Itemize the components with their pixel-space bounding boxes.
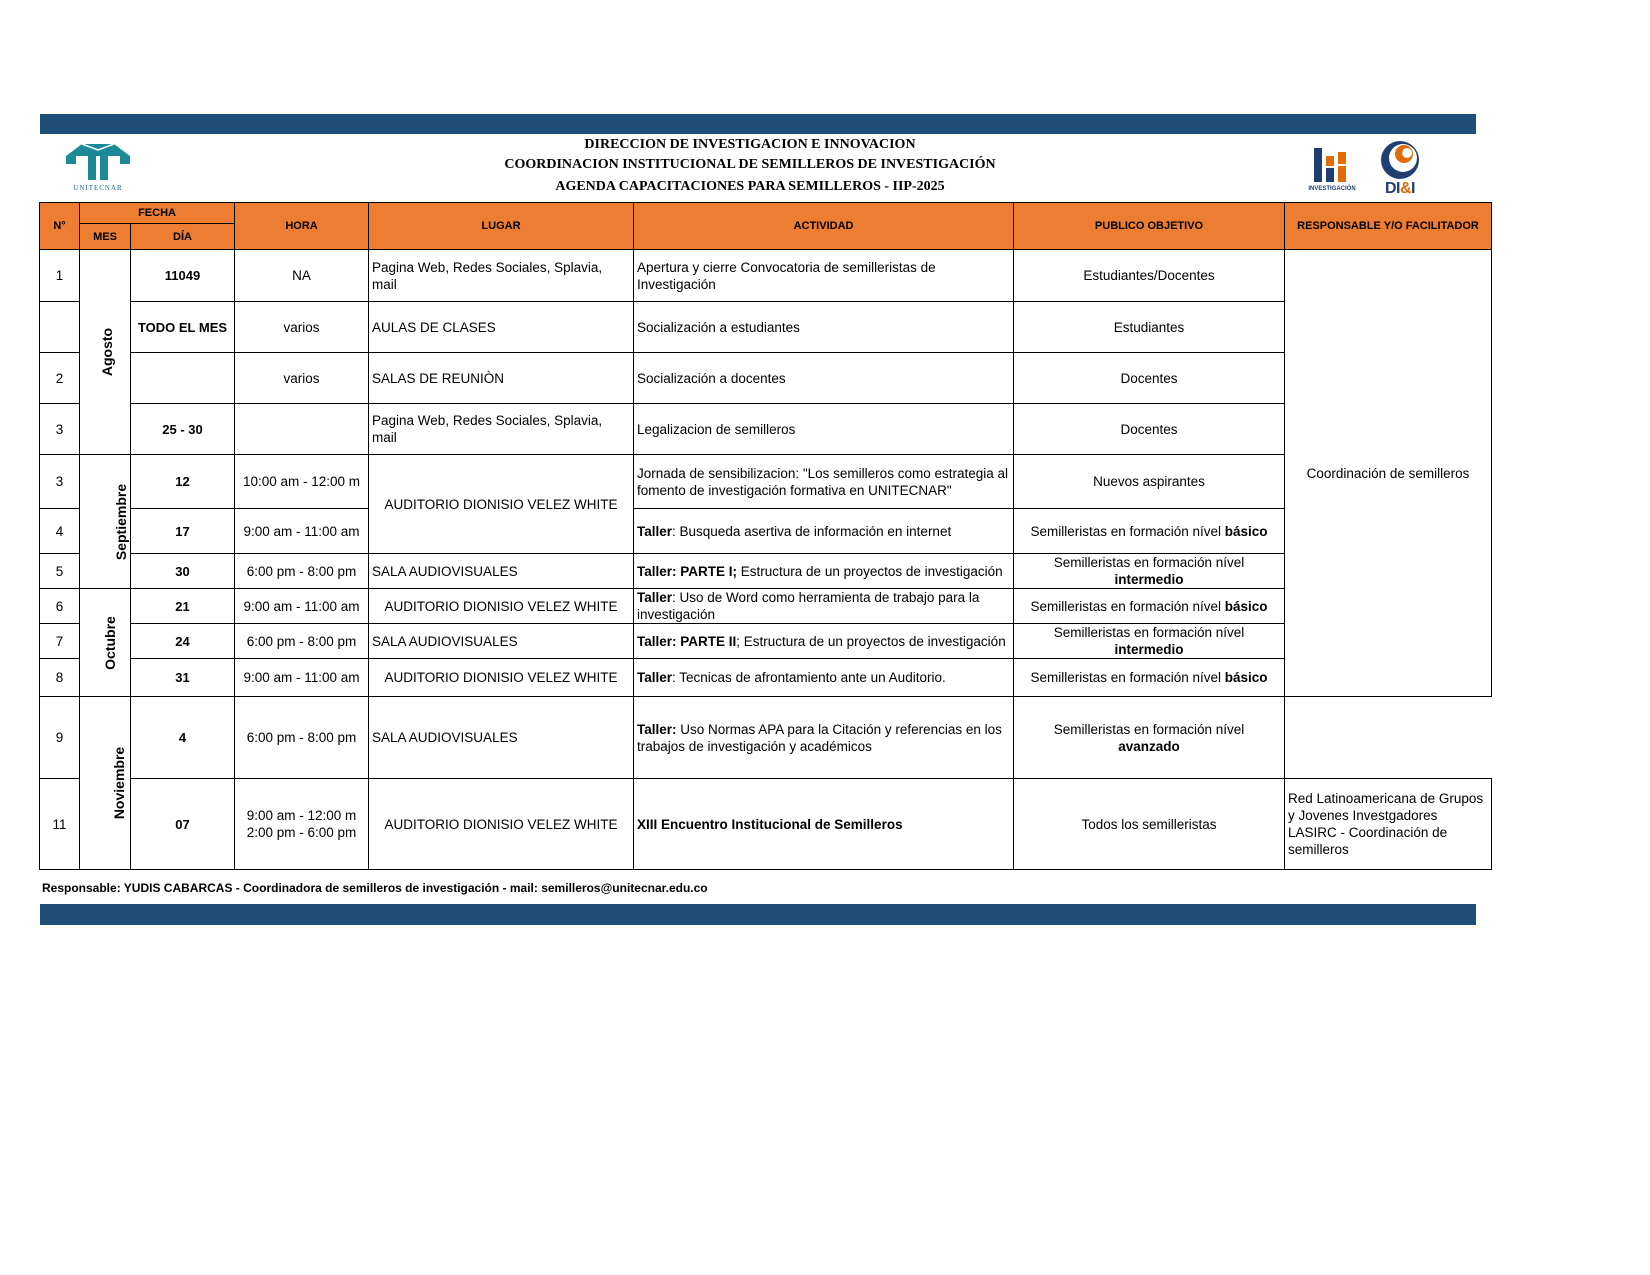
cell-lugar: Pagina Web, Redes Sociales, Splavia, mail xyxy=(369,250,634,302)
activity-text: Estructura de un proyectos de investigación xyxy=(737,563,1003,579)
cell-hora: 9:00 am - 11:00 am xyxy=(235,659,369,697)
activity-text: Uso Normas APA para la Citación y referencias en los trabajos de investigación y académicos xyxy=(637,721,1002,754)
cell-lugar: SALA AUDIOVISUALES xyxy=(369,554,634,589)
month-label: Agosto xyxy=(99,327,116,377)
cell-actividad xyxy=(634,779,1014,870)
header-actividad: ACTIVIDAD xyxy=(634,203,1014,250)
cell-publico xyxy=(1014,509,1285,554)
cell-publico: Estudiantes xyxy=(1014,302,1285,353)
cell-publico: Nuevos aspirantes xyxy=(1014,455,1285,509)
table-row xyxy=(40,659,1492,697)
header-fecha: FECHA xyxy=(80,203,235,224)
activity-bold: Taller: PARTE I; xyxy=(637,563,738,579)
cell-dia: 07 xyxy=(131,779,235,870)
publico-level: básico xyxy=(1224,670,1268,685)
month-label: Octubre xyxy=(101,615,118,670)
cell-hora: 9:00 am - 11:00 am xyxy=(235,509,369,554)
cell-dia: TODO EL MES xyxy=(131,302,235,353)
unitecnar-wordmark: UNITECNAR xyxy=(73,184,123,192)
cell-publico xyxy=(1014,659,1285,697)
activity-bold: Taller: PARTE II xyxy=(637,633,737,649)
activity-bold: Taller xyxy=(637,523,673,539)
cell-publico xyxy=(1014,624,1285,659)
month-label: Septiembre xyxy=(113,483,130,560)
month-noviembre xyxy=(80,697,131,870)
cell-n: 1 xyxy=(40,250,80,302)
grupo-investigacion-caption: INVESTIGACIÓN xyxy=(1308,186,1356,192)
cell-n: 6 xyxy=(40,589,80,624)
table-row xyxy=(40,554,1492,589)
cell-lugar: SALA AUDIOVISUALES xyxy=(369,624,634,659)
header-lugar: LUGAR xyxy=(369,203,634,250)
cell-publico xyxy=(1014,554,1285,589)
cell-n: 9 xyxy=(40,697,80,779)
table-row xyxy=(40,404,1492,455)
grupo-investigacion-icon xyxy=(1304,144,1360,186)
cell-publico: Todos los semilleristas xyxy=(1014,779,1285,870)
cell-publico: Docentes xyxy=(1014,353,1285,404)
header-dia: DÍA xyxy=(131,224,235,250)
activity-text: : Busqueda asertiva de información en internet xyxy=(672,523,952,539)
cell-dia: 11049 xyxy=(131,250,235,302)
cell-actividad xyxy=(634,455,1014,509)
cell-n xyxy=(40,302,80,353)
cell-n: 5 xyxy=(40,554,80,589)
activity-bold: Taller xyxy=(637,670,673,685)
publico-text: Semilleristas en formación nível xyxy=(1030,523,1225,539)
cell-actividad xyxy=(634,624,1014,659)
cell-actividad xyxy=(634,589,1014,624)
cell-actividad xyxy=(634,554,1014,589)
dii-wordmark-di: DI xyxy=(1384,180,1400,197)
dii-wordmark-amp: & xyxy=(1399,180,1412,197)
publico-level: intermedio xyxy=(1114,642,1184,657)
cell-publico xyxy=(1014,697,1285,779)
cell-actividad xyxy=(634,250,1014,302)
publico-level: básico xyxy=(1224,523,1268,539)
cell-actividad xyxy=(634,659,1014,697)
table-row xyxy=(40,509,1492,554)
cell-hora: NA xyxy=(235,250,369,302)
cell-dia: 12 xyxy=(131,455,235,509)
cell-actividad xyxy=(634,697,1014,779)
table-row xyxy=(40,589,1492,624)
table-row xyxy=(40,302,1492,353)
activity-text: : Tecnicas de afrontamiento ante un Auditorio. xyxy=(672,670,946,685)
dii-wordmark xyxy=(1372,180,1428,198)
cell-dia: 30 xyxy=(131,554,235,589)
month-septiembre xyxy=(80,455,131,589)
cell-lugar: AUDITORIO DIONISIO VELEZ WHITE xyxy=(369,779,634,870)
activity-bold: Taller: xyxy=(637,721,677,737)
cell-n: 3 xyxy=(40,404,80,455)
cell-dia: 17 xyxy=(131,509,235,554)
cell-lugar: Pagina Web, Redes Sociales, Splavia, mail xyxy=(369,404,634,455)
hora-line-2: 2:00 pm - 6:00 pm xyxy=(246,825,357,840)
cell-hora: 6:00 pm - 8:00 pm xyxy=(235,697,369,779)
cell-dia: 24 xyxy=(131,624,235,659)
activity-text: Jornada de sensibilizacion: "Los semilleros como estrategia al fomento de investigación formativa en UNITECNAR" xyxy=(637,465,1008,498)
activity-bold: XIII Encuentro Institucional de Semilleros xyxy=(637,816,903,832)
cell-dia: 25 - 30 xyxy=(131,404,235,455)
table-row xyxy=(40,250,1492,302)
cell-hora: 9:00 am - 11:00 am xyxy=(235,589,369,624)
cell-hora xyxy=(235,779,369,870)
cell-hora: 10:00 am - 12:00 m xyxy=(235,455,369,509)
agenda-table xyxy=(39,202,1492,870)
month-agosto xyxy=(80,250,131,455)
table-row xyxy=(40,624,1492,659)
cell-lugar: AUDITORIO DIONISIO VELEZ WHITE xyxy=(369,589,634,624)
cell-n: 3 xyxy=(40,455,80,509)
hora-line-1: 9:00 am - 12:00 m xyxy=(246,808,357,823)
header-line-3: AGENDA CAPACITACIONES PARA SEMILLEROS - IIP-2025 xyxy=(555,179,945,194)
header-hora: HORA xyxy=(235,203,369,250)
table-row xyxy=(40,353,1492,404)
cell-hora xyxy=(235,404,369,455)
cell-lugar: AUDITORIO DIONISIO VELEZ WHITE xyxy=(369,455,634,554)
header-line-2: COORDINACION INSTITUCIONAL DE SEMILLEROS DE INVESTIGACIÓN xyxy=(504,157,996,172)
activity-text: Apertura y cierre Convocatoria de semilleristas de Investigación xyxy=(637,259,936,292)
month-octubre xyxy=(80,589,131,697)
cell-n: 7 xyxy=(40,624,80,659)
cell-hora: 6:00 pm - 8:00 pm xyxy=(235,624,369,659)
table-row xyxy=(40,697,1492,779)
dii-logo xyxy=(1372,140,1428,196)
responsable-footnote: Responsable: YUDIS CABARCAS - Coordinadora de semilleros de investigación - mail: semilleros@unitecnar.edu.co xyxy=(42,881,708,895)
cell-n: 2 xyxy=(40,353,80,404)
cell-actividad xyxy=(634,509,1014,554)
cell-dia xyxy=(131,353,235,404)
cell-dia: 21 xyxy=(131,589,235,624)
publico-level: avanzado xyxy=(1118,738,1180,754)
dii-wordmark-i: I xyxy=(1411,180,1415,197)
month-label: Noviembre xyxy=(111,746,128,820)
activity-text: Socialización a estudiantes xyxy=(637,319,800,335)
activity-text: Socialización a docentes xyxy=(637,370,786,386)
dii-swirl-icon xyxy=(1372,140,1428,182)
cell-publico: Docentes xyxy=(1014,404,1285,455)
header-n: N° xyxy=(40,203,80,250)
cell-dia: 4 xyxy=(131,697,235,779)
publico-level: básico xyxy=(1224,598,1268,614)
cell-responsable-main: Coordinación de semilleros xyxy=(1285,250,1492,697)
header-publico: PUBLICO OBJETIVO xyxy=(1014,203,1285,250)
cell-actividad xyxy=(634,404,1014,455)
cell-actividad xyxy=(634,353,1014,404)
cell-publico xyxy=(1014,589,1285,624)
cell-lugar: AULAS DE CLASES xyxy=(369,302,634,353)
bottom-banner-bar xyxy=(40,904,1476,925)
table-row xyxy=(40,455,1492,509)
header-responsable: RESPONSABLE Y/O FACILITADOR xyxy=(1285,203,1492,250)
unitecnar-logo-icon xyxy=(62,140,134,184)
top-banner-bar xyxy=(40,114,1476,134)
document-header xyxy=(300,135,1200,197)
publico-text: Semilleristas en formación nível xyxy=(1053,625,1245,640)
unitecnar-logo xyxy=(62,140,134,192)
header-line-1: DIRECCION DE INVESTIGACION E INNOVACION xyxy=(584,137,916,152)
cell-actividad xyxy=(634,302,1014,353)
table-row xyxy=(40,779,1492,870)
header-mes: MES xyxy=(80,224,131,250)
publico-text: Semilleristas en formación nível xyxy=(1053,555,1245,570)
cell-dia: 31 xyxy=(131,659,235,697)
cell-lugar: SALA AUDIOVISUALES xyxy=(369,697,634,779)
publico-level: intermedio xyxy=(1114,572,1184,587)
cell-lugar: SALAS DE REUNIÒN xyxy=(369,353,634,404)
publico-text: Semilleristas en formación nível xyxy=(1030,670,1225,685)
cell-n: 11 xyxy=(40,779,80,870)
cell-publico: Estudiantes/Docentes xyxy=(1014,250,1285,302)
cell-n: 4 xyxy=(40,509,80,554)
cell-hora: varios xyxy=(235,353,369,404)
activity-bold: Taller xyxy=(637,590,673,605)
cell-hora: 6:00 pm - 8:00 pm xyxy=(235,554,369,589)
cell-lugar: AUDITORIO DIONISIO VELEZ WHITE xyxy=(369,659,634,697)
activity-text: Legalizacion de semilleros xyxy=(637,421,796,437)
grupo-investigacion-logo xyxy=(1304,144,1360,196)
cell-hora: varios xyxy=(235,302,369,353)
activity-text: : Uso de Word como herramienta de trabajo para la investigación xyxy=(637,590,980,622)
publico-text: Semilleristas en formación nível xyxy=(1030,598,1225,614)
cell-n: 8 xyxy=(40,659,80,697)
cell-responsable-last: Red Latinoamericana de Grupos y Jovenes Investgadores LASIRC - Coordinación de semilleros xyxy=(1285,779,1492,870)
activity-text: ; Estructura de un proyectos de investigación xyxy=(736,633,1006,649)
publico-text: Semilleristas en formación nível xyxy=(1053,721,1245,737)
